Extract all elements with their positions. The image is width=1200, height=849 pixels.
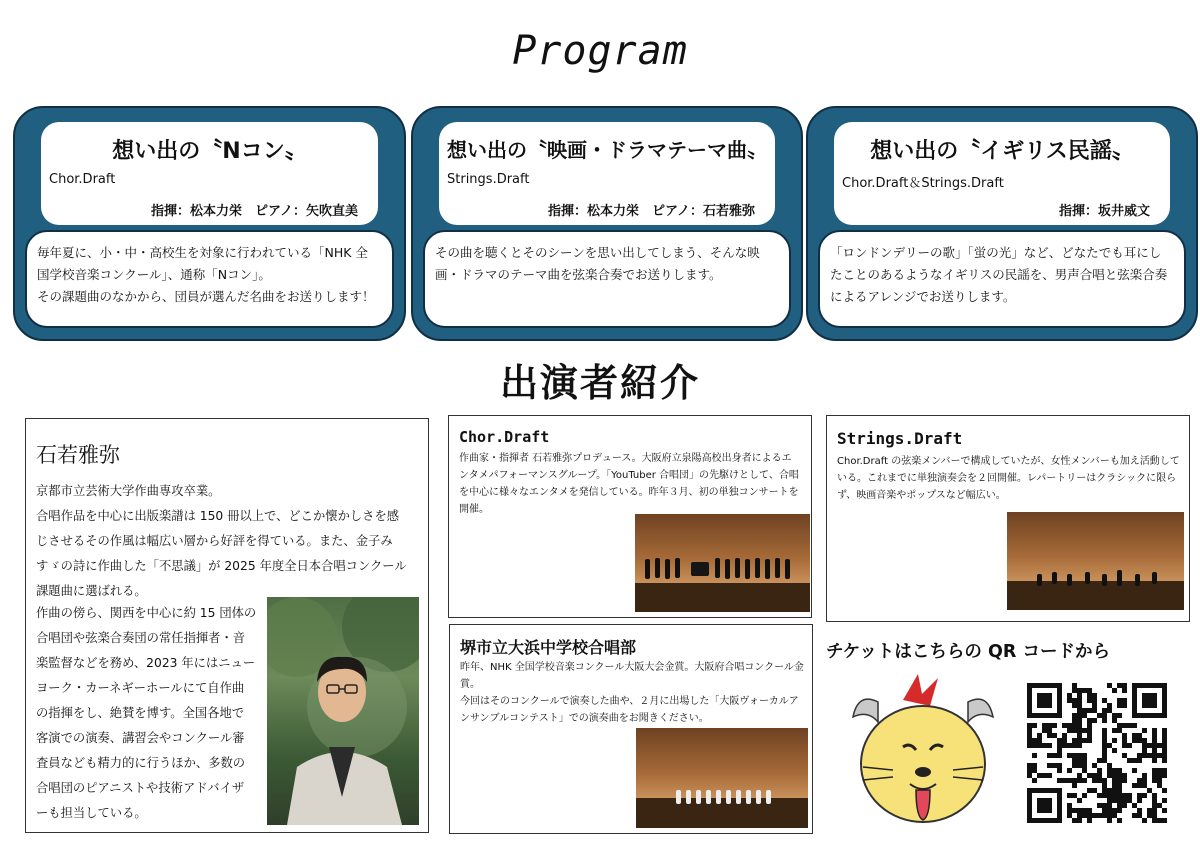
description-line: 画・ドラマのテーマ曲を弦楽合奏でお送りします。 bbox=[435, 267, 722, 282]
description-line: その曲を聴くとそのシーンを思い出してしまう、そんな映 bbox=[435, 245, 760, 260]
composer-profile bbox=[25, 418, 429, 833]
program-item-credit: 指揮：松本力栄 ピアノ：石若雅弥 bbox=[548, 204, 755, 219]
chor-draft-photo bbox=[635, 514, 810, 612]
program-item-credit: 指揮：松本力栄 ピアノ：矢吹直美 bbox=[151, 204, 358, 219]
program-item-title: 想い出の〝イギリス民謡〟 bbox=[870, 139, 1134, 164]
description-line: によるアレンジでお送りします。 bbox=[830, 289, 1016, 304]
ticket-qr-code[interactable] bbox=[1027, 683, 1167, 823]
bio-line: じさせるその作風は幅広い層から好評を得ている。また、金子み bbox=[36, 534, 393, 548]
description-line: ず、映画音楽やポップスなど幅広い。 bbox=[837, 490, 1006, 501]
school-choir-photo bbox=[636, 728, 808, 828]
bio-line: すゞの詩に作曲した「不思議」が 2025 年度全日本合唱コンクール bbox=[36, 559, 407, 573]
composer-name: 石若雅弥 bbox=[36, 443, 120, 467]
program-item-description bbox=[818, 230, 1186, 328]
composer-photo bbox=[267, 597, 419, 825]
description-line: たことのあるようなイギリスの民謡を、男声合唱と弦楽合奏 bbox=[830, 267, 1168, 282]
bio-line: 課題曲に選ばれる。 bbox=[36, 584, 147, 598]
program-item-title: 想い出の〝映画・ドラマテーマ曲〟 bbox=[447, 138, 767, 162]
description-line: を中心に様々なエンタメを発信している。昨年３月、初の単独コンサートを bbox=[459, 487, 799, 498]
strings-draft-photo bbox=[1007, 512, 1184, 610]
description-line: Chor.Draft の弦楽メンバーで構成していたが、女性メンバーも加え活動して bbox=[837, 456, 1180, 467]
program-card-header bbox=[439, 122, 775, 225]
bio-line: の指揮をし、絶賛を博す。全国各地で bbox=[36, 706, 245, 720]
program-card-uk bbox=[806, 106, 1198, 341]
bio-line: 作曲の傍ら、関西を中心に約 15 団体の bbox=[36, 606, 257, 620]
description-line: 作曲家・指揮者 石若雅弥プロデュース。大阪府立泉陽高校出身者によるエ bbox=[459, 453, 792, 464]
group-name: Strings.Draft bbox=[837, 429, 963, 448]
description-line: 毎年夏に、小・中・高校生を対象に行われている「NHK 全 bbox=[37, 245, 368, 260]
bio-line: 京都市立芸術大学作曲専攻卒業。 bbox=[36, 484, 221, 498]
program-item-description bbox=[25, 230, 394, 328]
program-card-header bbox=[41, 122, 378, 225]
description-line: ンサンブルコンテスト」での演奏曲をお聞きください。 bbox=[460, 713, 709, 724]
description-line: 今回はそのコンクールで演奏した曲や、２月に出場した「大阪ヴォーカルア bbox=[460, 696, 799, 707]
composer-bio bbox=[36, 479, 421, 604]
bio-line: 客演での演奏、講習会やコンクール審 bbox=[36, 731, 245, 745]
program-item-credit: 指揮：坂井威文 bbox=[1058, 204, 1150, 219]
ticket-instructions: チケットはこちらの QR コードから bbox=[826, 642, 1110, 662]
program-item-title: 想い出の〝Nコン〟 bbox=[112, 139, 307, 164]
description-line: 昨年、NHK 全国学校音楽コンクール大阪大会金賞。大阪府合唱コンクール金 bbox=[460, 662, 804, 673]
program-item-group: Chor.Draft bbox=[49, 172, 116, 187]
description-line: 賞。 bbox=[460, 679, 480, 690]
bio-line: 楽監督などを務め、2023 年にはニュー bbox=[36, 656, 256, 670]
description-line: 国学校音楽コンクール」、通称「Nコン」。 bbox=[37, 267, 271, 282]
chor-draft-profile bbox=[448, 415, 812, 618]
program-item-group: Chor.Draft＆Strings.Draft bbox=[842, 176, 1004, 191]
program-card-ncon bbox=[13, 106, 406, 341]
description-line: ンタメパフォーマンスグループ。「YouTuber 合唱団」の先駆けとして、合唱 bbox=[459, 470, 799, 481]
performers-title: 出演者紹介 bbox=[499, 361, 700, 405]
description-line: いる。これまでに単独演奏会を２回開催。レパートリーはクラシックに限ら bbox=[837, 473, 1177, 484]
group-name: 堺市立大浜中学校合唱部 bbox=[460, 638, 637, 657]
description-line: 開催。 bbox=[459, 504, 489, 515]
school-choir-profile bbox=[449, 624, 813, 834]
bio-line: 合唱団のピアニストや技術アドバイザ bbox=[36, 781, 245, 795]
program-card-movie bbox=[411, 106, 803, 341]
composer-bio-continued bbox=[36, 601, 274, 826]
bio-line: ヨーク・カーネギーホールにて自作曲 bbox=[36, 681, 245, 695]
bio-line: 合唱団や弦楽合奏団の常任指揮者・音 bbox=[36, 631, 246, 645]
description-line: 「ロンドンデリーの歌」「蛍の光」など、どなたでも耳にし bbox=[830, 245, 1162, 260]
description-line: その課題曲のなかから、団員が選んだ名曲をお送りします！ bbox=[37, 289, 375, 304]
program-title: Program bbox=[512, 28, 688, 74]
bio-line: 合唱作品を中心に出版楽譜は 150 冊以上で、どこか懐かしさを感 bbox=[36, 509, 400, 523]
program-item-group: Strings.Draft bbox=[447, 172, 530, 187]
bio-line: 査員なども精力的に行うほか、多数の bbox=[36, 756, 246, 770]
group-description bbox=[460, 659, 810, 727]
group-name: Chor.Draft bbox=[459, 428, 550, 446]
mascot-illustration bbox=[848, 672, 998, 837]
group-description bbox=[459, 450, 809, 518]
strings-draft-profile bbox=[826, 415, 1190, 622]
program-item-description bbox=[423, 230, 791, 328]
group-description bbox=[837, 453, 1187, 504]
program-card-header bbox=[834, 122, 1170, 225]
bio-line: ーも担当している。 bbox=[36, 806, 147, 820]
